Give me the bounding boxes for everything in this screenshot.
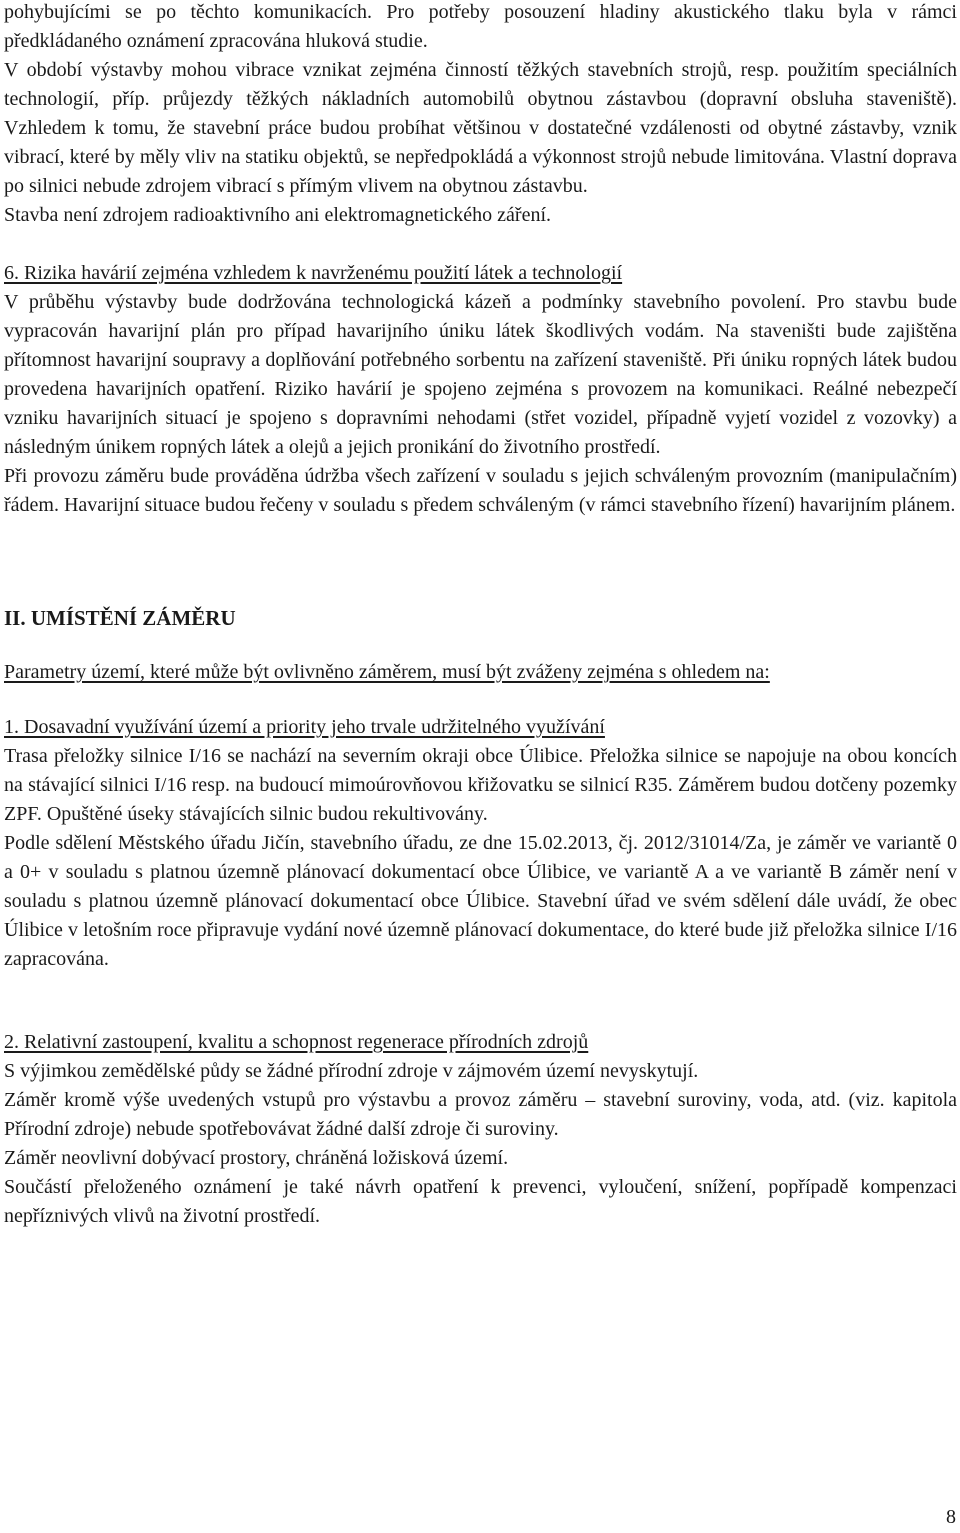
paragraph-resource-consumption: Záměr kromě výše uvedených vstupů pro výstavbu a provoz záměru – stavební suroviny, voda, atd. (viz. kapitola Přírodní zdroje) nebude spotřebovávat žádné další zdroje či suroviny. — [4, 1089, 957, 1140]
chapter-intro: Parametry území, které může být ovlivněno záměrem, musí být zváženy zejména s ohledem na: — [4, 661, 770, 683]
page-number: 8 — [946, 1506, 956, 1528]
chapter-title: II. UMÍSTĚNÍ ZÁMĚRU — [4, 606, 236, 630]
spacer — [4, 633, 957, 658]
spacer — [4, 974, 957, 1028]
document-page — [4, 0, 957, 1231]
section-heading-accident-risks: 6. Rizika havárií zejména vzhledem k navrženému použití látek a technologií — [4, 262, 623, 284]
paragraph-radiation: Stavba není zdrojem radioaktivního ani elektromagnetického záření. — [4, 204, 552, 226]
spacer — [4, 230, 957, 259]
spacer — [4, 687, 957, 713]
paragraph-vibrations: V období výstavby mohou vibrace vznikat zejména činností těžkých stavebních strojů, resp. použitím speciálních technologií, příp. průjezdy těžkých nákladních automobilů obytnou zástavbou (dopravní obsluha staveniště). Vzhledem k tomu, že stavební práce budou probíhat většinou v dostatečné vzdálenosti od obytné zástavby, vznik vibrací, které by měly vliv na statiku objektů, se nepředpokládá a výkonnost strojů nebude limitována. Vlastní doprava po silnici nebude zdrojem vibrací s přímým vlivem na obytnou zástavbu. — [4, 59, 957, 197]
paragraph-mitigation-measures: Součástí přeloženého oznámení je také návrh opatření k prevenci, vyloučení, snížení, popřípadě kompenzaci nepříznivých vlivů na životní prostředí. — [4, 1176, 957, 1227]
paragraph-planning-statement: Podle sdělení Městského úřadu Jičín, stavebního úřadu, ze dne 15.02.2013, čj. 2012/31014/Za, je záměr ve variantě 0 a 0+ v souladu s platnou územně plánovací dokumentací obce Úlibice, ve variantě A a ve variantě B záměr není v souladu s platnou územně plánovací dokumentací obce Úlibice. Stavební úřad ve svém sdělení dále uvádí, že obec Úlibice v letošním roce připravuje vydání nové územně plánovací dokumentace, do které bude již přeložka silnice I/16 zapracována. — [4, 832, 957, 970]
paragraph-operation-maintenance: Při provozu záměru bude prováděna údržba všech zařízení v souladu s jejich schváleným provozním (manipulačním) řádem. Havarijní situace budou řečeny v souladu s předem schváleným (v rámci stavebního řízení) havarijním plánem. — [4, 465, 957, 516]
paragraph-road-route: Trasa přeložky silnice I/16 se nachází na severním okraji obce Úlibice. Přeložka silnice se napojuje na obou koncích na stávající silnici I/16 resp. na budoucí mimoúrovňovou křižovatku se silnicí R35. Záměrem budou dotčeny pozemky ZPF. Opuštěné úseky stávajících silnic budou rekultivovány. — [4, 745, 957, 825]
spacer — [4, 520, 957, 604]
paragraph-noise-study: pohybujícími se po těchto komunikacích. Pro potřeby posouzení hladiny akustického tlaku byla v rámci předkládaného oznámení zpracována hluková studie. — [4, 1, 957, 52]
subsection-heading-natural-resources: 2. Relativní zastoupení, kvalitu a schopnost regenerace přírodních zdrojů — [4, 1031, 589, 1053]
paragraph-mining-areas: Záměr neovlivní dobývací prostory, chráněná ložisková území. — [4, 1147, 509, 1169]
paragraph-agricultural-soil: S výjimkou zemědělské půdy se žádné přírodní zdroje v zájmovém území nevyskytují. — [4, 1060, 699, 1082]
subsection-heading-land-use: 1. Dosavadní využívání území a priority jeho trvale udržitelného využívání — [4, 716, 605, 738]
paragraph-accident-risks: V průběhu výstavby bude dodržována technologická kázeň a podmínky stavebního povolení. Pro stavbu bude vypracován havarijní plán pro případ havarijního úniku látek škodlivých vodám. Na staveništi bude zajištěna přítomnost havarijní soupravy a doplňování potřebného sorbentu na zařízení staveniště. Při úniku ropných látek budou provedena havarijních opatření. Riziko havárií je spojeno zejména s provozem na komunikaci. Reálné nebezpečí vzniku havarijních situací je spojeno s dopravními nehodami (střet vozidel, případně vyjetí vozidel z vozovky) a následným únikem ropných látek a olejů a jejich pronikání do životního prostředí. — [4, 291, 957, 458]
